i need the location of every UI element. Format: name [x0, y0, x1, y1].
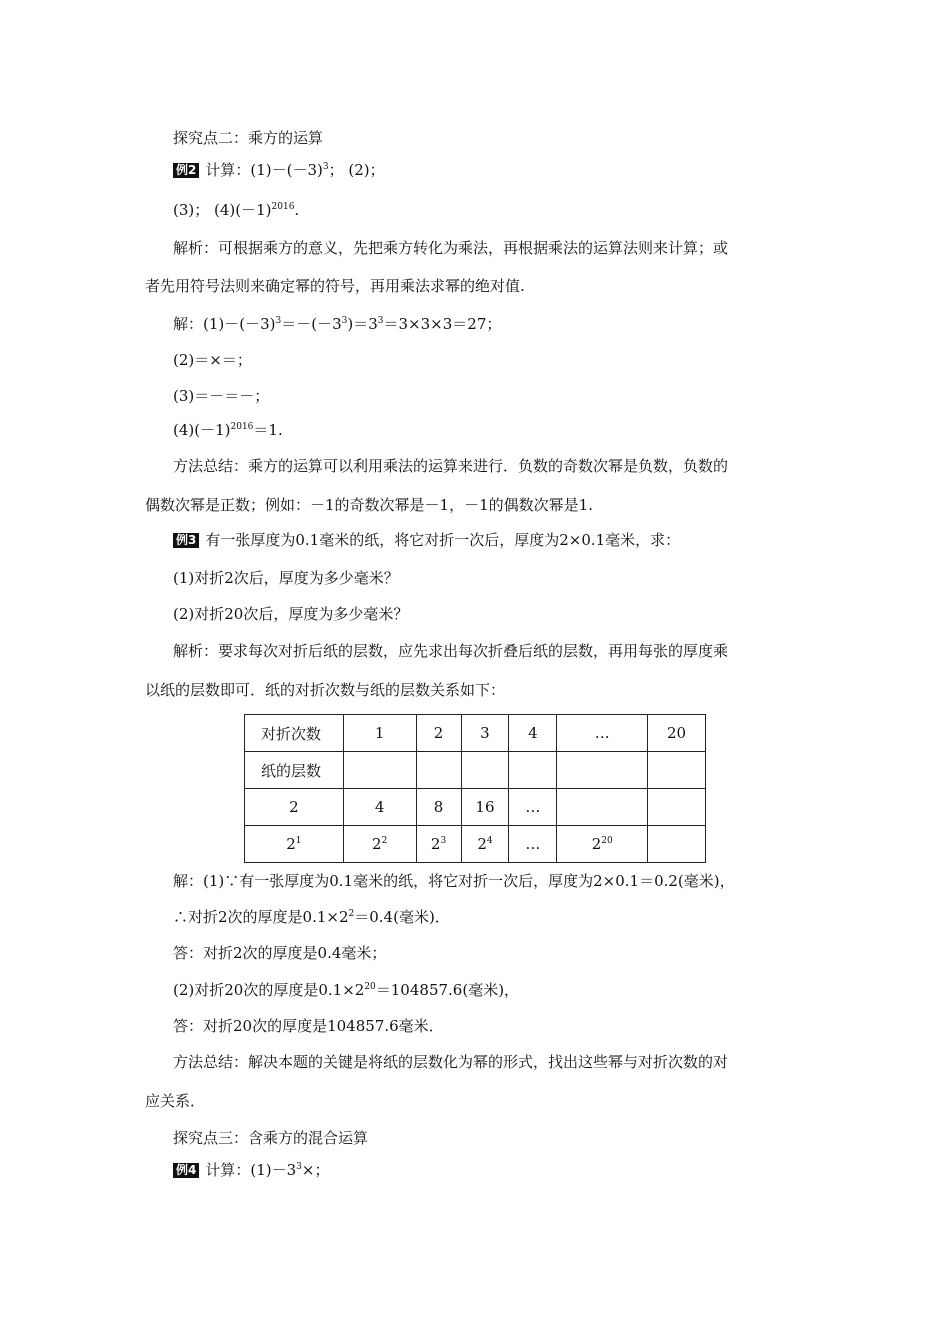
table-cell [245, 826, 344, 863]
example-4-prompt [173, 1160, 329, 1180]
table-cell [509, 752, 557, 789]
text: ＝1. [253, 421, 283, 439]
table-cell [557, 752, 648, 789]
exponent: 20 [364, 982, 376, 992]
exponent: 3 [275, 316, 282, 326]
example-2-solution-1 [173, 314, 501, 334]
power-base: 2 [372, 835, 382, 853]
text: ×； [301, 1161, 330, 1179]
section-2-title: 探究点二：乘方的运算 [173, 129, 324, 147]
example-2-summary-line1: 方法总结：乘方的运算可以利用乘法的运算来进行．负数的奇数次幂是负数，负数的 [173, 457, 729, 475]
exponent: 3 [322, 162, 329, 172]
text: (3)； (4)(－1) [173, 201, 272, 219]
example-3-solution-1: 解：(1)∵有一张厚度为0.1毫米的纸，将它对折一次后，厚度为2×0.1＝0.2(毫米)， [173, 872, 735, 890]
table-row [245, 826, 706, 863]
power-exponent: 4 [486, 836, 493, 846]
text: ＝3×3×3＝27； [383, 315, 502, 333]
example-3-badge: 例3 [173, 533, 199, 548]
example-3-answer-2: 答：对折20次的厚度是104857.6毫米． [173, 1017, 444, 1035]
table-cell: 8 [416, 789, 461, 826]
table-cell [557, 789, 648, 826]
exponent: 3 [377, 316, 384, 326]
table-cell [557, 826, 648, 863]
text: 有一张厚度为0.1毫米的纸，将它对折一次后，厚度为2×0.1毫米，求： [205, 531, 681, 549]
table-cell: 20 [648, 715, 706, 752]
example-3-summary-line1: 方法总结：解决本题的关键是将纸的层数化为幂的形式，找出这些幂与对折次数的对 [173, 1053, 729, 1071]
power-exponent: 3 [440, 836, 447, 846]
exponent: 2 [348, 909, 355, 919]
table-cell [416, 826, 461, 863]
table-cell [461, 826, 509, 863]
table-cell [343, 752, 416, 789]
table-cell: 4 [343, 789, 416, 826]
power-base: 2 [477, 835, 487, 853]
power-exponent: 2 [381, 836, 388, 846]
table-cell [648, 789, 706, 826]
text: ＝0.4(毫米)． [354, 908, 450, 926]
exponent: 2016 [271, 202, 295, 212]
table-row [245, 752, 706, 789]
table-cell: 对折次数 [245, 715, 344, 752]
table-cell: 纸的层数 [245, 752, 344, 789]
table-cell: … [557, 715, 648, 752]
example-3-solution-2 [173, 980, 519, 1000]
power-base: … [525, 835, 541, 853]
text: 计算：(1)－(－3) [205, 161, 323, 179]
power-exponent: 20 [601, 836, 613, 846]
text: 计算：(1)－3 [205, 1161, 297, 1179]
text: (2)对折20次的厚度是0.1×2 [173, 981, 365, 999]
example-2-summary-line2: 偶数次幂是正数；例如：－1的奇数次幂是－1，－1的偶数次幂是1. [145, 496, 593, 514]
exponent: 3 [341, 316, 348, 326]
example-2-analysis-line2: 者先用符号法则来确定幂的符号，再用乘法求幂的绝对值. [145, 277, 525, 295]
example-3-analysis-line2: 以纸的层数即可．纸的对折次数与纸的层数关系如下： [145, 681, 506, 699]
exponent: 2016 [230, 422, 254, 432]
table-cell [648, 752, 706, 789]
example-2-solution-4 [173, 420, 283, 440]
power-base: 2 [286, 835, 296, 853]
example-2-solution-3: (3)＝－＝－； [173, 387, 270, 405]
table-cell: 1 [343, 715, 416, 752]
example-3-question-1: (1)对折2次后，厚度为多少毫米？ [173, 569, 399, 587]
table-cell [461, 752, 509, 789]
example-3-summary-line2: 应关系． [145, 1092, 206, 1110]
example-3-question-2: (2)对折20次后，厚度为多少毫米？ [173, 605, 409, 623]
text: . [294, 201, 300, 219]
table-row [245, 789, 706, 826]
text: ； (2)； [328, 161, 385, 179]
example-2-analysis-line1: 解析：可根据乘方的意义，先把乘方转化为乘法，再根据乘法的运算法则来计算；或 [173, 239, 729, 257]
text: 解：(1)－(－3) [173, 315, 276, 333]
power-exponent: 1 [295, 836, 302, 846]
exponent: 3 [296, 1162, 302, 1172]
table-cell: 2 [245, 789, 344, 826]
table-cell [343, 826, 416, 863]
example-3-solution-1b [173, 907, 450, 927]
table-cell: 3 [461, 715, 509, 752]
example-2-prompt [173, 160, 385, 180]
table-cell [509, 826, 557, 863]
table-row [245, 715, 706, 752]
section-3-title: 探究点三：含乘方的混合运算 [173, 1129, 369, 1147]
table-cell: … [509, 789, 557, 826]
example-3-answer-1: 答：对折2次的厚度是0.4毫米； [173, 944, 387, 962]
table-cell: 4 [509, 715, 557, 752]
power-base: 2 [591, 835, 602, 853]
example-2-solution-2: (2)＝×＝； [173, 351, 252, 369]
example-3-prompt [173, 530, 680, 550]
example-2-prompt-line2 [173, 200, 299, 220]
text: ＝104857.6(毫米)， [375, 981, 520, 999]
power-base: 2 [430, 835, 441, 853]
table-cell [648, 826, 706, 863]
text: )＝3 [347, 315, 378, 333]
example-4-badge: 例4 [173, 1163, 199, 1178]
table-cell: 16 [461, 789, 509, 826]
text: ∴对折2次的厚度是0.1×2 [173, 908, 349, 926]
example-2-badge: 例2 [173, 163, 199, 178]
text: (4)(－1) [173, 421, 231, 439]
example-3-analysis-line1: 解析：要求每次对折后纸的层数，应先求出每次折叠后纸的层数，再用每张的厚度乘 [173, 642, 729, 660]
table-cell: 2 [416, 715, 461, 752]
text: ＝－(－3 [281, 315, 342, 333]
folding-table [244, 714, 706, 863]
table-cell [416, 752, 461, 789]
